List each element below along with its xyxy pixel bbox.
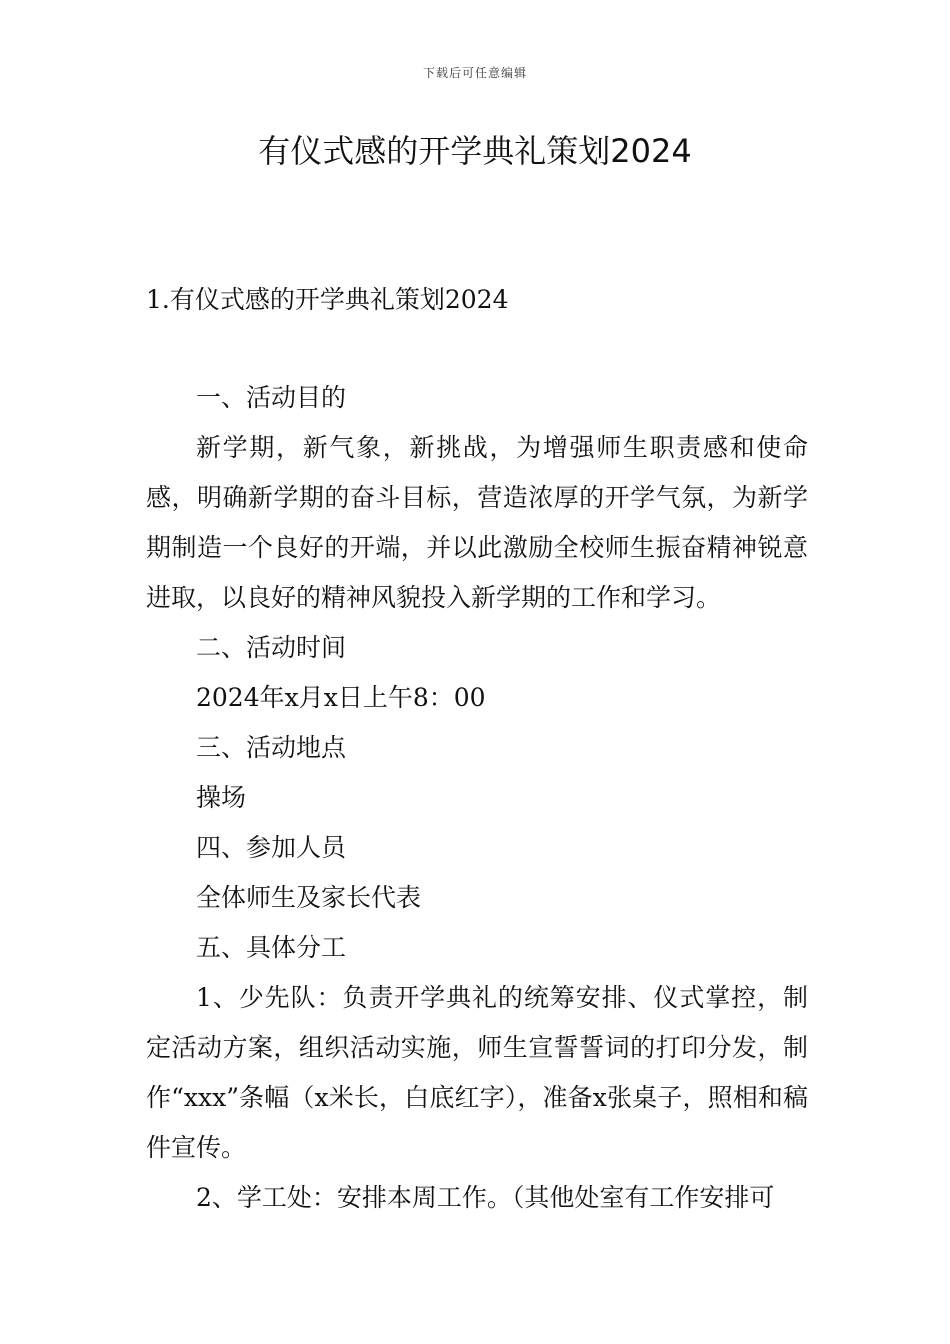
document-body <box>146 373 808 1223</box>
heading-location: 三、活动地点 <box>196 733 347 762</box>
paragraph-division-1: 1、少先队：负责开学典礼的统筹安排、仪式掌控，制定活动方案，组织活动实施，师生宣誓誓词的打印分发，制作“xxx”条幅（x米长，白底红字），准备x张桌子，照相和稿件宣传。 <box>146 983 808 1162</box>
header-note: 下载后可任意编辑 <box>422 66 527 80</box>
paragraph-participants: 全体师生及家长代表 <box>196 883 422 912</box>
heading-participants: 四、参加人员 <box>196 833 347 862</box>
heading-division: 五、具体分工 <box>196 933 347 962</box>
section-subtitle: 1.有仪式感的开学典礼策划2024 <box>146 285 509 314</box>
paragraph-time: 2024年x月x日上午8：00 <box>196 683 486 712</box>
paragraph-division-2: 2、学工处：安排本周工作。（其他处室有工作安排可 <box>196 1183 775 1212</box>
paragraph-purpose: 新学期，新气象，新挑战，为增强师生职责感和使命感，明确新学期的奋斗目标，营造浓厚的开学气氛，为新学期制造一个良好的开端，并以此激励全校师生振奋精神锐意进取，以良好的精神风貌投入新学期的工作和学习。 <box>146 433 808 612</box>
paragraph-location: 操场 <box>196 783 247 812</box>
document-title: 有仪式感的开学典礼策划2024 <box>258 132 692 170</box>
heading-purpose: 一、活动目的 <box>196 383 347 412</box>
heading-time: 二、活动时间 <box>196 633 347 662</box>
